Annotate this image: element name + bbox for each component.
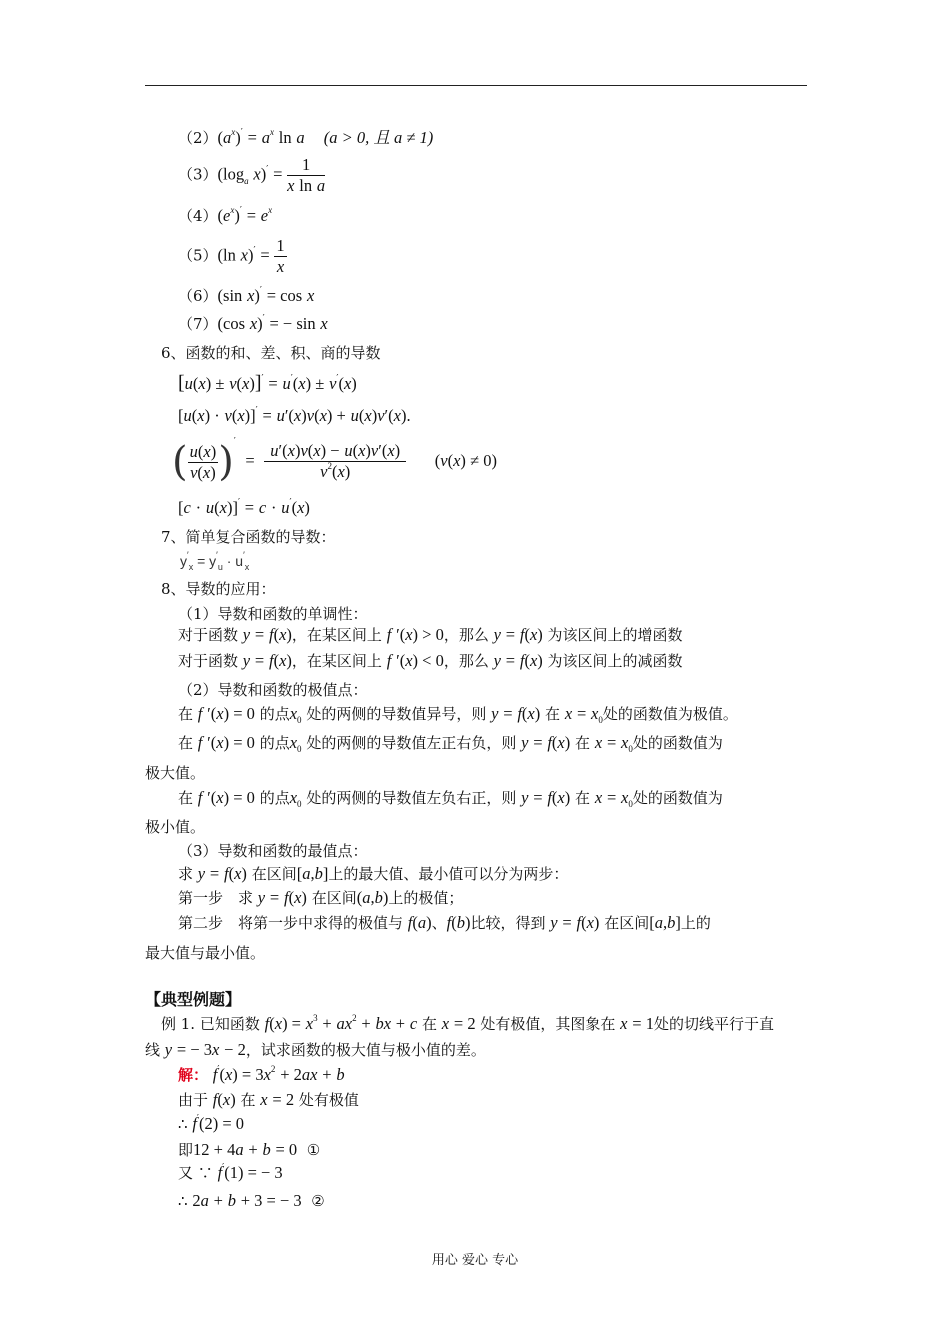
extremum-2-cont: 极大值。 — [145, 764, 206, 782]
formula-3: $(3)(\log_a$ x)′ = $\frac{1}{\text{x ln a}}$ — [178, 155, 326, 195]
solution-6: ∴ 2a + b + 3 = − 3 ② — [178, 1191, 325, 1210]
extremum-3-cont: 极小值。 — [145, 818, 206, 836]
solution-2: 由于 f(x) 在 x = 2 处有极值 — [178, 1090, 359, 1109]
sub-heading-3: （3）导数和函数的最值点： — [178, 842, 368, 860]
extremum-3: 在 f ′(x) = 0 的点$x_0$ 处的两侧的导数值左负右正，则 y = f(x) 在 $x = x_0$处的函数值为 — [178, 788, 723, 809]
header-rule — [145, 85, 807, 86]
monotonic-increasing: 对于函数 y = f(x)，在某区间上 f ′(x) > 0，那么 y = f(x) 为该区间上的增函数 — [178, 625, 683, 644]
rule-sum: [u(x) ± v(x)]′ = u′(x) ± v′(x) — [178, 372, 357, 394]
sub-heading-1: （1）导数和函数的单调性： — [178, 605, 368, 623]
example-1-cont: 线 y = − 3x − 2，试求函数的极大值与极小值的差。 — [145, 1040, 486, 1059]
solution-3: ∴ f′(2) = 0 — [178, 1114, 245, 1133]
section-7-title: 7、简单复合函数的导数： — [161, 528, 336, 546]
rule-quotient: ( $\frac{u(x)}{v(x)}$ )′ = $\frac{u'(x)v(x) - u(x)v'(x)}{v^2(x)}$ (v(x) ≠ 0) — [172, 437, 497, 485]
step-1: 第一步 求 y = f(x) 在区间(a,b)上的极值； — [178, 888, 464, 907]
solution-5: 又 ∵ f′(1) = − 3 — [178, 1163, 283, 1182]
solution-1: 解： $f'(x) = 3x^2 + 2ax + b$ — [178, 1064, 345, 1084]
extremum-1: 在 f ′(x) = 0 的点$x_0$ 处的两侧的导数值异号，则 y = f(x) 在 $x = x_0$处的函数值为极值。 — [178, 704, 738, 725]
formula-2: $(2)(a^x)' = a^x$ ln a (a > 0, 且 a ≠ 1) — [178, 127, 434, 147]
step-2-cont: 最大值与最小值。 — [145, 944, 266, 962]
solution-4: 即12 + 4a + b = 0 ① — [178, 1140, 321, 1159]
formula-5: （5）(ln x)′ = $\frac{1}{x}$ — [178, 236, 285, 276]
example-1: 例 1. 已知函数 $f(x) = x^3 + ax^2$ + bx + c 在 x = 2 处有极值，其图象在 x = 1处的切线平行于直 — [161, 1013, 774, 1033]
monotonic-decreasing: 对于函数 y = f(x)，在某区间上 f ′(x) < 0，那么 y = f(x) 为该区间上的减函数 — [178, 651, 683, 670]
formula-6: （6）(sin x)′ = cos x — [178, 286, 315, 305]
rule-constant: [c · u(x)]′ = c · u′(x) — [178, 498, 310, 517]
chain-rule: $y'_x = y'_u \cdot u'_x$ — [180, 550, 250, 572]
extremum-2: 在 f ′(x) = 0 的点$x_0$ 处的两侧的导数值左正右负，则 y = f(x) 在 $x = x_0$处的函数值为 — [178, 733, 723, 754]
rule-product: [u(x) · v(x)]′ = u′(x)v(x) + u(x)v′(x). — [178, 406, 411, 425]
formula-7: （7）(cos x)′ = − sin x — [178, 314, 328, 333]
max-min-intro: 求 y = f(x) 在区间[a,b]上的最大值、最小值可以分为两步： — [178, 864, 569, 883]
step-2: 第二步 将第一步中求得的极值与 f(a)、f(b)比较，得到 y = f(x) 在区间[a,b]上的 — [178, 913, 711, 932]
section-8-title: 8、导数的应用： — [161, 580, 276, 598]
section-6-title: 6、函数的和、差、积、商的导数 — [161, 344, 381, 362]
sub-heading-2: （2）导数和函数的极值点： — [178, 681, 368, 699]
formula-4: $(4)(e^x)' = e^x$ — [178, 205, 273, 225]
examples-heading: 【典型例题】 — [145, 990, 242, 1009]
page-footer: 用心 爱心 专心 — [431, 1253, 519, 1268]
